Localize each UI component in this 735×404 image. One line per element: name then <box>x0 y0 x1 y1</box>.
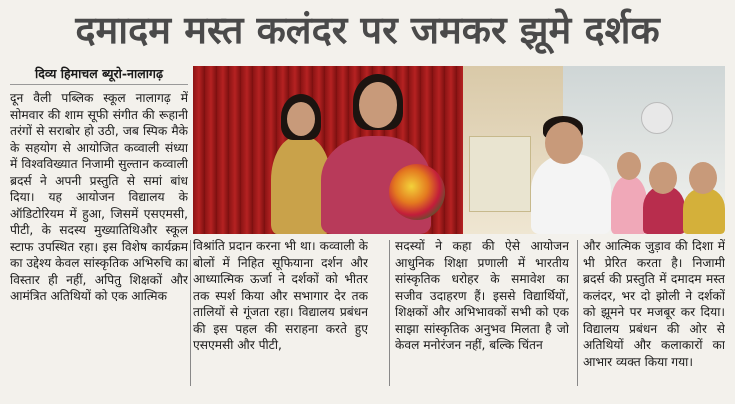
article-column-3: सदस्यों ने कहा की ऐसे आयोजन आधुनिक शिक्षा प्रणाली में भारतीय सांस्कृतिक धरोहर के समावेश का सजीव उदाहरण हैं। इससे विद्यार्थियों, शिक्षकों और अभिभावकों सभी को एक साझा सांस्कृतिक अनुभव मिलता है जो केवल मनोरंजन नहीं, बल्कि चिंतन <box>395 239 569 352</box>
audience-member-3 <box>683 188 725 234</box>
article-column-4: और आत्मिक जुड़ाव की दिशा में भी प्रेरित करता है। निजामी ब्रदर्स की प्रस्तुति में दमादम मस्त कलंदर, भर दो झोली ने दर्शकों को झूमने पर मजबूर कर दिया। विद्यालय प्रबंधन की ओर से अतिथियों और कलाकारों का आभार व्यक्त किया गया। <box>583 239 725 369</box>
event-photo <box>193 66 725 234</box>
wall-fan-icon <box>641 102 673 134</box>
column-divider-2 <box>389 240 390 386</box>
audience-member-2-face <box>649 162 677 194</box>
presenter <box>531 154 611 234</box>
stage-banner <box>469 136 531 212</box>
audience-member-1-face <box>617 152 641 180</box>
column-divider-1 <box>190 240 191 386</box>
audience-member-3-face <box>689 162 717 194</box>
presenter-face <box>545 122 583 164</box>
column-divider-3 <box>577 240 578 386</box>
performer-left-face <box>287 102 315 136</box>
headline: दमादम मस्त कलंदर पर जमकर झूमे दर्शक <box>75 8 660 52</box>
article-column-2: विश्रांति प्रदान करना भी था। कव्वाली के बोलों में निहित सूफियाना दर्शन और आध्यात्मिक ऊर्जा ने दर्शकों को भीतर तक स्पर्श किया और सभागार देर तक तालियों से गूंजता रहा। विद्यालय प्रबंधन की इस पहल की सराहना करते हुए एसएमसी और पीटी, <box>193 239 368 352</box>
performer-center-face <box>359 82 397 128</box>
byline: दिव्य हिमाचल ब्यूरो-नालागढ़ <box>10 62 188 85</box>
article-column-1: दून वैली पब्लिक स्कूल नालागढ़ में सोमवार की शाम सूफी संगीत की रूहानी तरंगों से सराबोर हो उठी, जब स्पिक मैके के सहयोग से आयोजित कव्वाली संध्या में विश्वविख्यात निजामी सुल्तान कव्वाली ब्रदर्स ने अपनी प्रस्तुति से समां बांध दिया। यह आयोजन विद्यालय के ऑडिटोरियम में हुआ, जिसमें एसएमसी, पीटी, के सदस्य मुख्यातिथिऔर स्कूल स्टाफ उपस्थित रहा। इस विशेष कार्यक्रम का उद्देश्य केवल सांस्कृतिक अभिरुचि का विस्तार ही नहीं, अपितु शिक्षकों और आमंत्रित अतिथियों को एक आत्मिक <box>10 91 188 303</box>
flower-bouquet <box>389 164 445 220</box>
audience-member-1 <box>611 176 647 234</box>
